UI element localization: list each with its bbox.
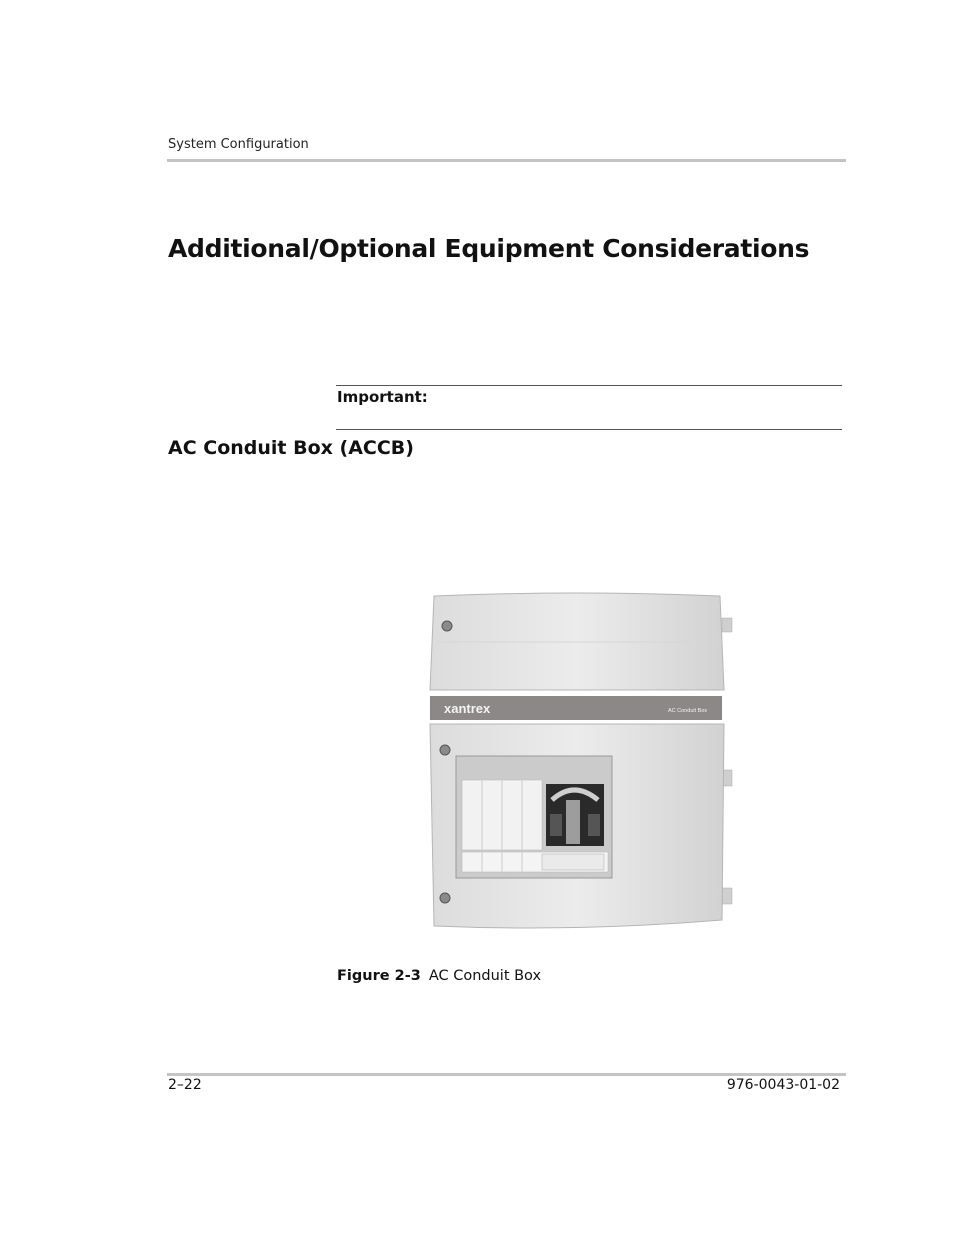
document-number: 976-0043-01-02 (726, 1077, 840, 1093)
figure-label: Figure 2-3 (337, 968, 421, 984)
figure-caption-text: AC Conduit Box (428, 968, 542, 984)
running-header: System Configuration (168, 137, 309, 152)
footer-rule (167, 1073, 846, 1076)
section-heading: AC Conduit Box (ACCB) (168, 437, 414, 459)
ac-conduit-box-figure (428, 590, 738, 935)
important-bottom-rule (336, 429, 842, 430)
page-number: 2–22 (168, 1077, 202, 1093)
ac-conduit-box-illustration (428, 590, 738, 935)
important-label: Important: (337, 388, 428, 406)
panel-label-text: AC Conduit Box (668, 708, 708, 714)
important-top-rule (336, 385, 842, 386)
figure-caption (337, 968, 541, 984)
header-rule (167, 159, 846, 162)
brand-logo-text: xantrex (444, 701, 491, 716)
page-title: Additional/Optional Equipment Considerations (168, 234, 810, 263)
